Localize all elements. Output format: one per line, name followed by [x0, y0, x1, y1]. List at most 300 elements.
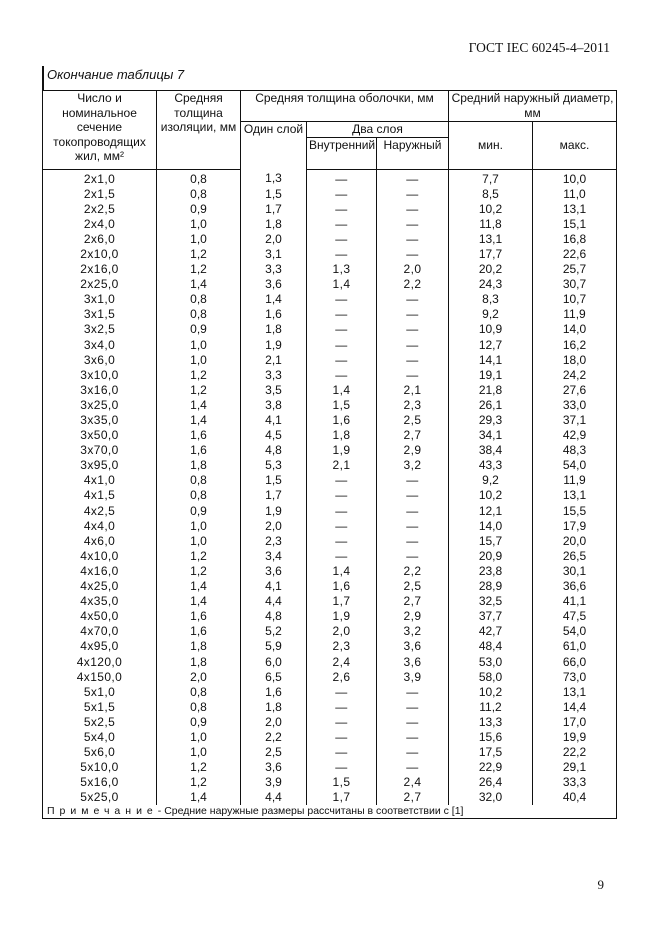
cell-inner: —	[307, 549, 377, 564]
cell-inner: —	[307, 745, 377, 760]
document-header: ГОСТ IEC 60245-4–2011	[468, 40, 610, 55]
cell-min: 14,1	[449, 353, 533, 368]
header-conductors: Число и номинальное сечение токопроводящих жил, мм²	[43, 91, 157, 170]
cell-outer: —	[377, 338, 449, 353]
cell-inner: —	[307, 488, 377, 503]
cell-insulation: 0,9	[157, 322, 241, 337]
cell-single-layer: 2,2	[241, 730, 307, 745]
cell-insulation: 1,0	[157, 353, 241, 368]
table-row	[43, 383, 617, 398]
cell-max: 22,6	[533, 247, 617, 262]
cell-conductors: 3х16,0	[43, 383, 157, 398]
table-row	[43, 232, 617, 247]
cell-inner: —	[307, 760, 377, 775]
cell-single-layer: 1,7	[241, 488, 307, 503]
cell-max: 20,0	[533, 534, 617, 549]
cell-single-layer: 1,3	[241, 169, 307, 187]
table-row	[43, 443, 617, 458]
cell-insulation: 1,0	[157, 745, 241, 760]
cell-insulation: 1,0	[157, 217, 241, 232]
cell-single-layer: 1,8	[241, 322, 307, 337]
header-min: мин.	[449, 122, 533, 170]
cell-min: 9,2	[449, 307, 533, 322]
cell-conductors: 2х6,0	[43, 232, 157, 247]
cell-inner: 2,3	[307, 639, 377, 654]
table-row	[43, 458, 617, 473]
cell-single-layer: 2,1	[241, 353, 307, 368]
cell-outer: 3,2	[377, 458, 449, 473]
cell-single-layer: 3,3	[241, 368, 307, 383]
cell-max: 11,9	[533, 307, 617, 322]
cell-inner: 2,6	[307, 670, 377, 685]
cell-max: 41,1	[533, 594, 617, 609]
cell-min: 53,0	[449, 655, 533, 670]
cell-outer: —	[377, 473, 449, 488]
cell-conductors: 4х50,0	[43, 609, 157, 624]
cell-min: 7,7	[449, 169, 533, 187]
cell-single-layer: 3,4	[241, 549, 307, 564]
cell-min: 15,6	[449, 730, 533, 745]
cell-outer: 2,5	[377, 413, 449, 428]
cell-max: 17,0	[533, 715, 617, 730]
table-row	[43, 519, 617, 534]
cell-single-layer: 4,4	[241, 594, 307, 609]
cell-inner: —	[307, 685, 377, 700]
cell-outer: 2,2	[377, 277, 449, 292]
cell-outer: —	[377, 700, 449, 715]
cell-conductors: 3х70,0	[43, 443, 157, 458]
cell-max: 37,1	[533, 413, 617, 428]
cell-min: 29,3	[449, 413, 533, 428]
cell-single-layer: 6,5	[241, 670, 307, 685]
cell-single-layer: 2,0	[241, 232, 307, 247]
cell-insulation: 0,9	[157, 715, 241, 730]
cell-outer: 2,9	[377, 443, 449, 458]
cell-inner: 1,4	[307, 383, 377, 398]
cell-max: 27,6	[533, 383, 617, 398]
cell-outer: 3,6	[377, 655, 449, 670]
cell-conductors: 2х16,0	[43, 262, 157, 277]
table-row	[43, 398, 617, 413]
cell-max: 22,2	[533, 745, 617, 760]
cell-insulation: 0,8	[157, 187, 241, 202]
table-row	[43, 187, 617, 202]
cell-max: 73,0	[533, 670, 617, 685]
table-row	[43, 368, 617, 383]
cell-conductors: 4х35,0	[43, 594, 157, 609]
table-row	[43, 534, 617, 549]
cell-conductors: 4х120,0	[43, 655, 157, 670]
cell-inner: —	[307, 202, 377, 217]
table-row	[43, 488, 617, 503]
cell-conductors: 5х1,5	[43, 700, 157, 715]
cell-min: 9,2	[449, 473, 533, 488]
table-row	[43, 579, 617, 594]
cell-outer: —	[377, 353, 449, 368]
cell-single-layer: 3,3	[241, 262, 307, 277]
table-row	[43, 760, 617, 775]
cell-conductors: 2х10,0	[43, 247, 157, 262]
table-row	[43, 353, 617, 368]
cell-min: 8,5	[449, 187, 533, 202]
cell-insulation: 1,4	[157, 277, 241, 292]
cell-single-layer: 1,5	[241, 187, 307, 202]
cell-insulation: 1,0	[157, 730, 241, 745]
table-row	[43, 322, 617, 337]
cell-inner: —	[307, 232, 377, 247]
cell-conductors: 3х35,0	[43, 413, 157, 428]
cell-insulation: 1,2	[157, 549, 241, 564]
cell-max: 42,9	[533, 428, 617, 443]
cell-inner: —	[307, 534, 377, 549]
cell-inner: 1,4	[307, 277, 377, 292]
cell-max: 48,3	[533, 443, 617, 458]
cell-conductors: 5х2,5	[43, 715, 157, 730]
cell-max: 61,0	[533, 639, 617, 654]
cell-max: 11,0	[533, 187, 617, 202]
cell-outer: 2,2	[377, 564, 449, 579]
cell-insulation: 1,6	[157, 443, 241, 458]
table-row	[43, 715, 617, 730]
caption-bar	[42, 66, 44, 91]
cell-outer: 3,6	[377, 639, 449, 654]
table-caption: Окончание таблицы 7	[47, 67, 185, 82]
cell-conductors: 2х2,5	[43, 202, 157, 217]
table-row	[43, 504, 617, 519]
cell-conductors: 4х25,0	[43, 579, 157, 594]
cell-min: 17,5	[449, 745, 533, 760]
cell-max: 30,1	[533, 564, 617, 579]
cell-conductors: 4х70,0	[43, 624, 157, 639]
cell-outer: 2,0	[377, 262, 449, 277]
cell-min: 32,5	[449, 594, 533, 609]
cell-min: 32,0	[449, 790, 533, 805]
cell-inner: —	[307, 368, 377, 383]
table-row	[43, 639, 617, 654]
cell-insulation: 2,0	[157, 670, 241, 685]
cell-min: 37,7	[449, 609, 533, 624]
cell-inner: 1,3	[307, 262, 377, 277]
cell-min: 8,3	[449, 292, 533, 307]
cell-inner: —	[307, 187, 377, 202]
cell-conductors: 4х10,0	[43, 549, 157, 564]
cell-outer: —	[377, 488, 449, 503]
cell-insulation: 1,8	[157, 639, 241, 654]
cell-single-layer: 5,3	[241, 458, 307, 473]
cell-single-layer: 1,8	[241, 217, 307, 232]
cell-max: 18,0	[533, 353, 617, 368]
header-two-layers: Два слоя	[307, 122, 449, 138]
cell-conductors: 3х25,0	[43, 398, 157, 413]
table-row	[43, 428, 617, 443]
cell-single-layer: 3,6	[241, 760, 307, 775]
cell-single-layer: 1,9	[241, 338, 307, 353]
table-row	[43, 655, 617, 670]
table-row	[43, 307, 617, 322]
cell-outer: —	[377, 715, 449, 730]
cell-inner: 1,9	[307, 609, 377, 624]
cell-insulation: 0,9	[157, 504, 241, 519]
cell-min: 12,7	[449, 338, 533, 353]
table-row	[43, 685, 617, 700]
cell-conductors: 2х1,5	[43, 187, 157, 202]
cell-single-layer: 5,9	[241, 639, 307, 654]
cell-single-layer: 4,8	[241, 609, 307, 624]
cell-outer: —	[377, 685, 449, 700]
cell-max: 10,0	[533, 169, 617, 187]
cell-outer: —	[377, 169, 449, 187]
cell-min: 22,9	[449, 760, 533, 775]
cell-conductors: 5х25,0	[43, 790, 157, 805]
table-body	[43, 169, 617, 819]
cell-single-layer: 4,1	[241, 413, 307, 428]
cell-insulation: 1,0	[157, 534, 241, 549]
cell-insulation: 1,4	[157, 398, 241, 413]
cell-single-layer: 1,6	[241, 685, 307, 700]
table-row	[43, 247, 617, 262]
cell-inner: 2,0	[307, 624, 377, 639]
cell-insulation: 1,0	[157, 519, 241, 534]
cell-max: 16,2	[533, 338, 617, 353]
cell-conductors: 5х4,0	[43, 730, 157, 745]
cell-max: 15,1	[533, 217, 617, 232]
table-row	[43, 594, 617, 609]
table-row	[43, 775, 617, 790]
cell-insulation: 1,4	[157, 579, 241, 594]
cell-outer: —	[377, 504, 449, 519]
cell-insulation: 1,4	[157, 790, 241, 805]
cell-insulation: 1,2	[157, 383, 241, 398]
cell-max: 11,9	[533, 473, 617, 488]
header-diameter-group: Средний наружный диаметр, мм	[449, 91, 617, 122]
cell-inner: 1,6	[307, 579, 377, 594]
table-row	[43, 609, 617, 624]
cell-outer: 3,9	[377, 670, 449, 685]
cell-max: 30,7	[533, 277, 617, 292]
cell-single-layer: 3,5	[241, 383, 307, 398]
table-row	[43, 413, 617, 428]
cell-min: 34,1	[449, 428, 533, 443]
cell-min: 10,2	[449, 202, 533, 217]
cell-max: 29,1	[533, 760, 617, 775]
cell-insulation: 0,8	[157, 700, 241, 715]
cell-single-layer: 6,0	[241, 655, 307, 670]
cell-min: 13,1	[449, 232, 533, 247]
cable-dimensions-table	[42, 90, 617, 819]
cell-single-layer: 2,0	[241, 715, 307, 730]
cell-outer: —	[377, 202, 449, 217]
cell-inner: 1,4	[307, 564, 377, 579]
cell-max: 10,7	[533, 292, 617, 307]
cell-insulation: 0,8	[157, 488, 241, 503]
cell-inner: —	[307, 169, 377, 187]
cell-inner: —	[307, 353, 377, 368]
cell-max: 13,1	[533, 202, 617, 217]
cell-conductors: 3х95,0	[43, 458, 157, 473]
cell-single-layer: 3,1	[241, 247, 307, 262]
cell-min: 26,1	[449, 398, 533, 413]
cell-max: 19,9	[533, 730, 617, 745]
cell-conductors: 5х1,0	[43, 685, 157, 700]
cell-max: 36,6	[533, 579, 617, 594]
cell-outer: —	[377, 187, 449, 202]
table-row	[43, 473, 617, 488]
cell-min: 42,7	[449, 624, 533, 639]
cell-max: 16,8	[533, 232, 617, 247]
cell-min: 38,4	[449, 443, 533, 458]
cell-inner: —	[307, 715, 377, 730]
header-insulation: Средняя толщина изоляции, мм	[157, 91, 241, 170]
table-row	[43, 549, 617, 564]
cell-single-layer: 2,5	[241, 745, 307, 760]
cell-insulation: 1,2	[157, 760, 241, 775]
cell-conductors: 2х1,0	[43, 169, 157, 187]
cell-outer: 2,5	[377, 579, 449, 594]
cell-conductors: 3х6,0	[43, 353, 157, 368]
cell-insulation: 1,2	[157, 775, 241, 790]
cell-min: 23,8	[449, 564, 533, 579]
cell-inner: 2,1	[307, 458, 377, 473]
cell-inner: —	[307, 247, 377, 262]
cell-max: 13,1	[533, 488, 617, 503]
cell-min: 21,8	[449, 383, 533, 398]
cell-insulation: 0,9	[157, 202, 241, 217]
cell-insulation: 1,2	[157, 247, 241, 262]
table-row	[43, 292, 617, 307]
cell-inner: 1,7	[307, 790, 377, 805]
cell-conductors: 3х1,5	[43, 307, 157, 322]
cell-insulation: 1,8	[157, 458, 241, 473]
cell-single-layer: 3,6	[241, 277, 307, 292]
cell-max: 33,0	[533, 398, 617, 413]
cell-outer: 2,7	[377, 790, 449, 805]
cell-conductors: 3х10,0	[43, 368, 157, 383]
cell-inner: 1,7	[307, 594, 377, 609]
cell-min: 11,2	[449, 700, 533, 715]
cell-max: 17,9	[533, 519, 617, 534]
cell-insulation: 0,8	[157, 473, 241, 488]
cell-single-layer: 4,5	[241, 428, 307, 443]
cell-single-layer: 5,2	[241, 624, 307, 639]
cell-single-layer: 3,9	[241, 775, 307, 790]
note-row	[43, 805, 617, 819]
cell-single-layer: 1,8	[241, 700, 307, 715]
cell-max: 15,5	[533, 504, 617, 519]
cell-inner: —	[307, 700, 377, 715]
header-outer: Наружный	[377, 137, 449, 169]
cell-inner: —	[307, 307, 377, 322]
cell-single-layer: 2,3	[241, 534, 307, 549]
table-row	[43, 730, 617, 745]
cell-conductors: 4х1,5	[43, 488, 157, 503]
cell-max: 14,4	[533, 700, 617, 715]
cell-conductors: 5х16,0	[43, 775, 157, 790]
cell-outer: —	[377, 549, 449, 564]
cell-insulation: 1,4	[157, 413, 241, 428]
cell-conductors: 4х2,5	[43, 504, 157, 519]
cell-min: 20,2	[449, 262, 533, 277]
header-sheath-group: Средняя толщина оболочки, мм	[241, 91, 449, 122]
cell-outer: —	[377, 534, 449, 549]
header-single-layer: Один слой	[241, 122, 307, 170]
cell-outer: 2,4	[377, 775, 449, 790]
cell-max: 24,2	[533, 368, 617, 383]
cell-outer: —	[377, 760, 449, 775]
table-row	[43, 169, 617, 187]
cell-conductors: 4х16,0	[43, 564, 157, 579]
cell-min: 28,9	[449, 579, 533, 594]
cell-min: 10,9	[449, 322, 533, 337]
cell-conductors: 3х2,5	[43, 322, 157, 337]
cell-insulation: 1,2	[157, 368, 241, 383]
cell-conductors: 4х1,0	[43, 473, 157, 488]
cell-insulation: 1,8	[157, 655, 241, 670]
cell-outer: —	[377, 730, 449, 745]
cell-min: 19,1	[449, 368, 533, 383]
cell-inner: —	[307, 338, 377, 353]
cell-single-layer: 1,7	[241, 202, 307, 217]
cell-min: 13,3	[449, 715, 533, 730]
cell-conductors: 5х10,0	[43, 760, 157, 775]
cell-inner: —	[307, 217, 377, 232]
cell-insulation: 1,6	[157, 609, 241, 624]
cell-outer: 2,9	[377, 609, 449, 624]
cell-conductors: 3х50,0	[43, 428, 157, 443]
cell-inner: 1,9	[307, 443, 377, 458]
header-inner: Внутренний	[307, 137, 377, 169]
cell-insulation: 1,0	[157, 232, 241, 247]
cell-min: 48,4	[449, 639, 533, 654]
cell-single-layer: 4,8	[241, 443, 307, 458]
cell-max: 26,5	[533, 549, 617, 564]
cell-min: 11,8	[449, 217, 533, 232]
cell-inner: 1,8	[307, 428, 377, 443]
cell-max: 66,0	[533, 655, 617, 670]
page-number: 9	[597, 877, 604, 892]
cell-outer: —	[377, 307, 449, 322]
cell-insulation: 0,8	[157, 169, 241, 187]
cell-min: 10,2	[449, 488, 533, 503]
cell-min: 10,2	[449, 685, 533, 700]
cell-inner: 1,6	[307, 413, 377, 428]
cell-outer: —	[377, 232, 449, 247]
cell-conductors: 4х6,0	[43, 534, 157, 549]
cell-outer: —	[377, 368, 449, 383]
cell-min: 17,7	[449, 247, 533, 262]
cell-max: 14,0	[533, 322, 617, 337]
note-label: Примечание	[47, 805, 158, 818]
cell-insulation: 1,6	[157, 624, 241, 639]
cell-single-layer: 3,8	[241, 398, 307, 413]
cell-max: 47,5	[533, 609, 617, 624]
header-max: макс.	[533, 122, 617, 170]
cell-min: 43,3	[449, 458, 533, 473]
cell-conductors: 2х25,0	[43, 277, 157, 292]
cell-inner: —	[307, 292, 377, 307]
cell-outer: —	[377, 217, 449, 232]
table-row	[43, 262, 617, 277]
table-row	[43, 790, 617, 805]
cell-max: 54,0	[533, 458, 617, 473]
cell-insulation: 0,8	[157, 685, 241, 700]
table-row	[43, 338, 617, 353]
cell-conductors: 4х4,0	[43, 519, 157, 534]
cell-max: 54,0	[533, 624, 617, 639]
cell-single-layer: 4,1	[241, 579, 307, 594]
table-row	[43, 670, 617, 685]
cell-outer: 3,2	[377, 624, 449, 639]
cell-min: 14,0	[449, 519, 533, 534]
